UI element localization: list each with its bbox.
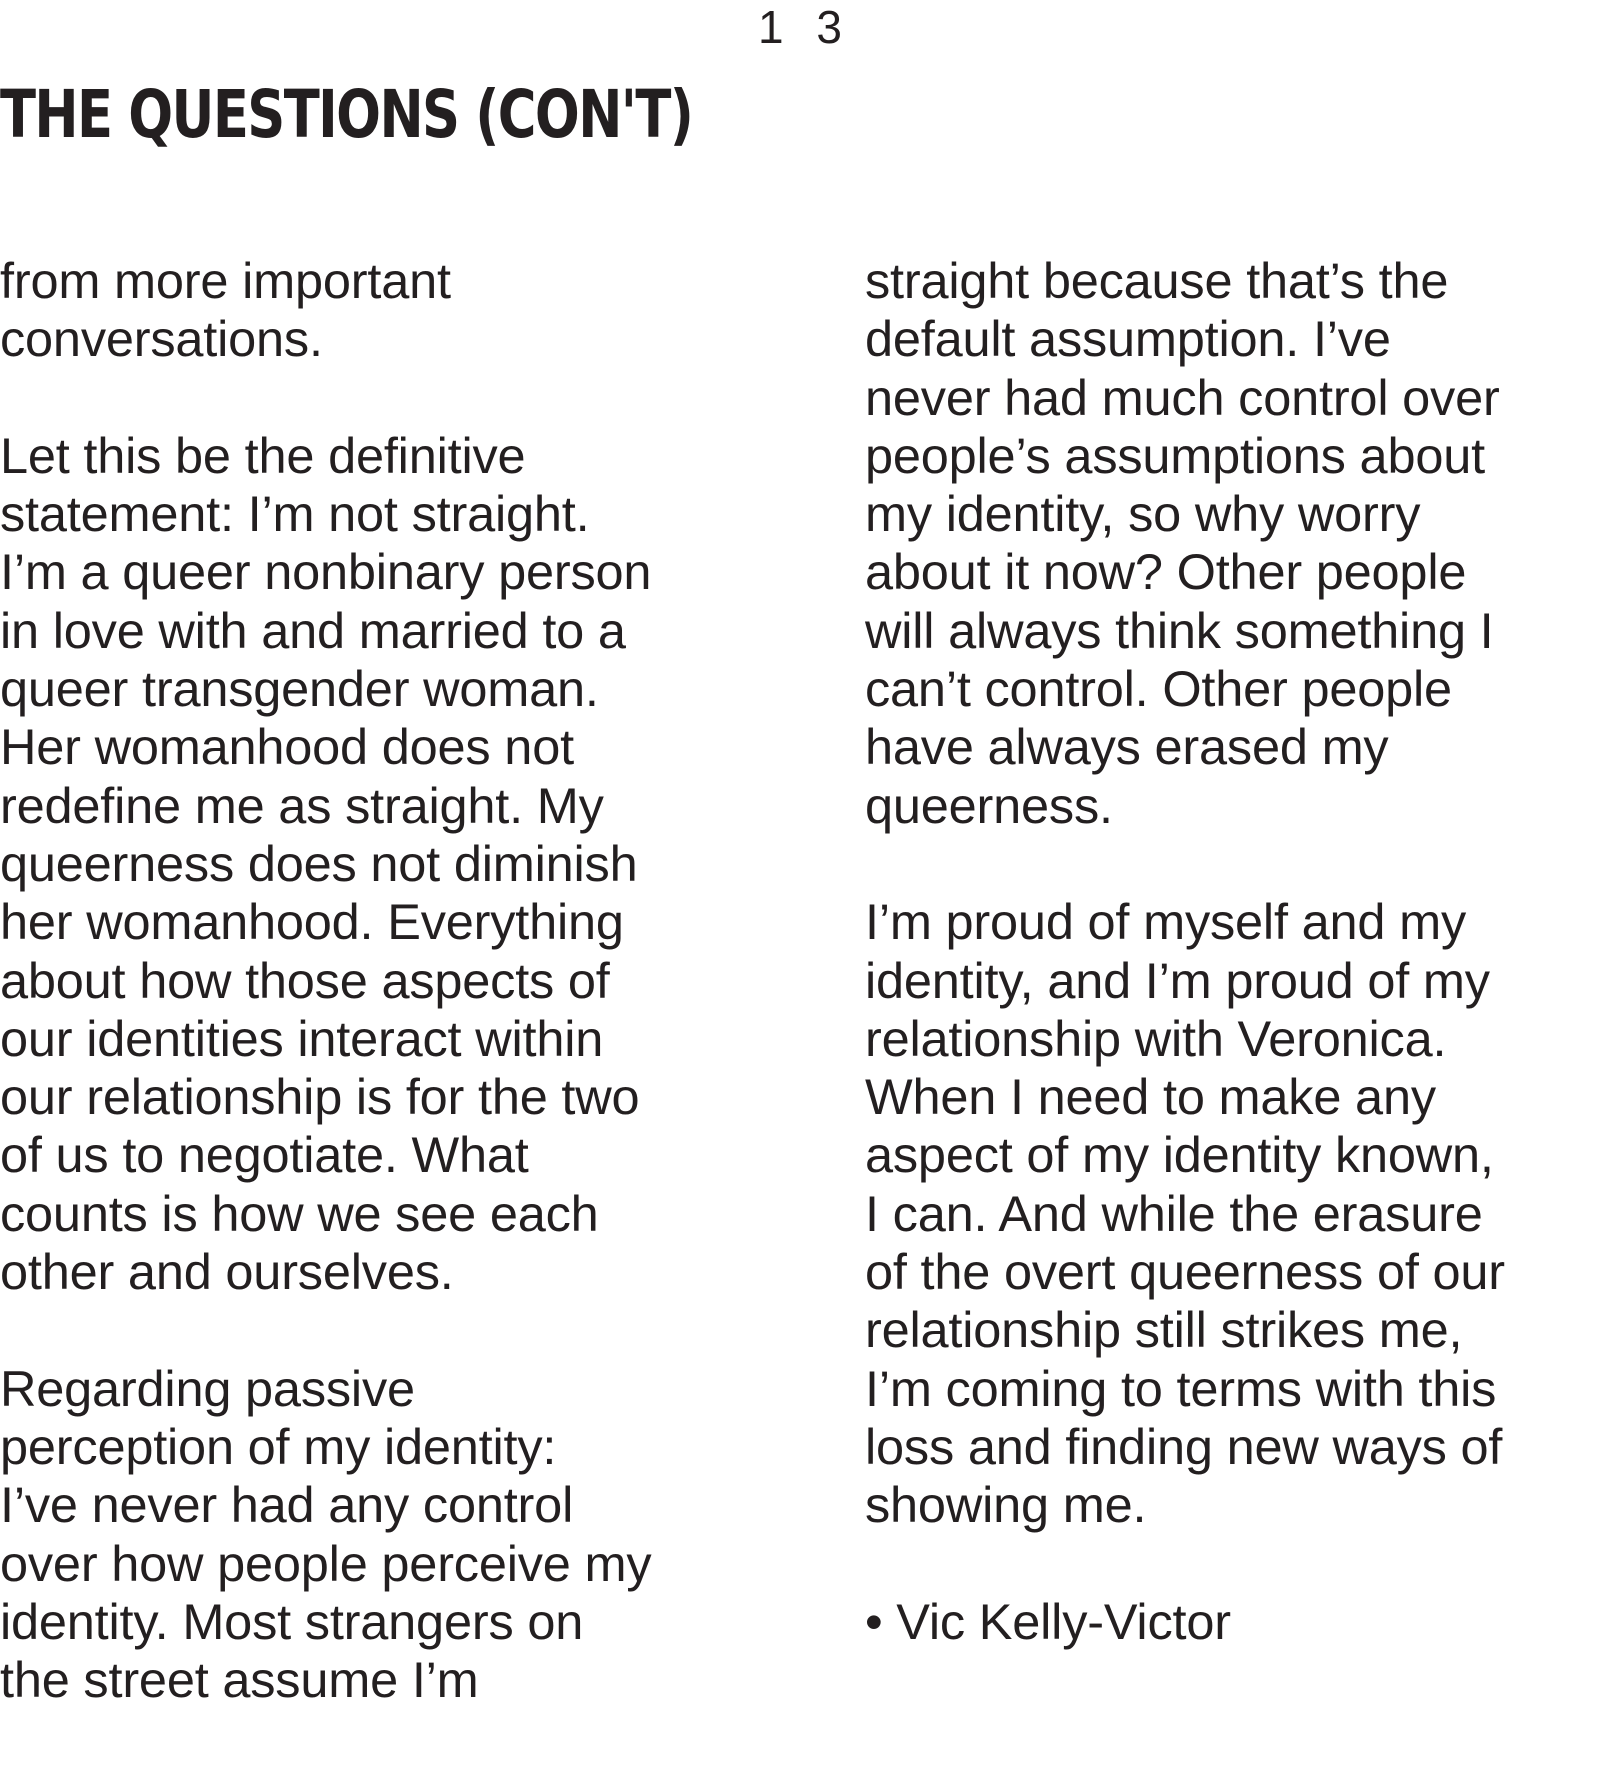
text-line: relationship with Veronica. bbox=[865, 1009, 1447, 1067]
text-line: I can. And while the erasure bbox=[865, 1184, 1483, 1242]
author-signature bbox=[865, 1593, 1610, 1651]
text-line: queerness. bbox=[865, 776, 1113, 834]
text-line: redefine me as straight. My bbox=[0, 776, 604, 834]
text-line: loss and finding new ways of bbox=[865, 1417, 1503, 1475]
text-line: conversations. bbox=[0, 310, 323, 368]
text-line: I’m coming to terms with this bbox=[865, 1359, 1497, 1417]
text-line: of the overt queerness of our bbox=[865, 1243, 1505, 1301]
page-number: 1 3 bbox=[758, 1, 852, 53]
section-heading: THE QUESTIONS (CON'T) bbox=[0, 76, 693, 153]
text-line: I’m a queer nonbinary person bbox=[0, 543, 652, 601]
text-line: I’m proud of myself and my bbox=[865, 893, 1467, 951]
text-line: our identities interact within bbox=[0, 1009, 604, 1067]
text-line: other and ourselves. bbox=[0, 1243, 454, 1301]
text-line: never had much control over bbox=[865, 368, 1500, 426]
paragraph-default-assumption bbox=[865, 252, 1610, 835]
text-line: have always erased my bbox=[865, 718, 1389, 776]
paragraph-proud bbox=[865, 893, 1610, 1534]
text-line: about how those aspects of bbox=[0, 951, 610, 1009]
text-line: counts is how we see each bbox=[0, 1184, 599, 1242]
left-column bbox=[0, 252, 770, 1768]
right-column bbox=[865, 252, 1610, 1709]
text-line: from more important bbox=[0, 252, 451, 309]
text-line: When I need to make any bbox=[865, 1068, 1436, 1126]
text-line: her womanhood. Everything bbox=[0, 893, 624, 951]
text-line: our relationship is for the two bbox=[0, 1068, 640, 1126]
paragraph-passive-perception bbox=[0, 1360, 770, 1710]
text-line: queer transgender woman. bbox=[0, 660, 599, 718]
text-line: queerness does not diminish bbox=[0, 834, 638, 892]
text-line: straight because that’s the bbox=[865, 252, 1449, 309]
text-line: about it now? Other people bbox=[865, 543, 1467, 601]
text-line: default assumption. I’ve bbox=[865, 310, 1391, 368]
paragraph-conversations bbox=[0, 252, 770, 369]
author-name: • Vic Kelly-Victor bbox=[865, 1592, 1231, 1650]
text-line: Let this be the definitive bbox=[0, 426, 526, 484]
text-line: can’t control. Other people bbox=[865, 660, 1452, 718]
text-line: showing me. bbox=[865, 1476, 1147, 1534]
text-line: statement: I’m not straight. bbox=[0, 485, 590, 543]
text-line: people’s assumptions about bbox=[865, 426, 1485, 484]
text-line: identity, and I’m proud of my bbox=[865, 951, 1490, 1009]
text-line: of us to negotiate. What bbox=[0, 1126, 529, 1184]
text-line: aspect of my identity known, bbox=[865, 1126, 1494, 1184]
text-line: the street assume I’m bbox=[0, 1651, 479, 1709]
text-line: over how people perceive my bbox=[0, 1534, 652, 1592]
text-line: my identity, so why worry bbox=[865, 485, 1421, 543]
text-line: in love with and married to a bbox=[0, 601, 626, 659]
text-line: relationship still strikes me, bbox=[865, 1301, 1463, 1359]
text-line: perception of my identity: bbox=[0, 1417, 557, 1475]
text-line: I’ve never had any control bbox=[0, 1476, 574, 1534]
text-line: identity. Most strangers on bbox=[0, 1592, 584, 1650]
text-line: will always think something I bbox=[865, 601, 1494, 659]
text-line: Regarding passive bbox=[0, 1359, 415, 1417]
paragraph-definitive-statement bbox=[0, 427, 770, 1301]
text-line: Her womanhood does not bbox=[0, 718, 574, 776]
